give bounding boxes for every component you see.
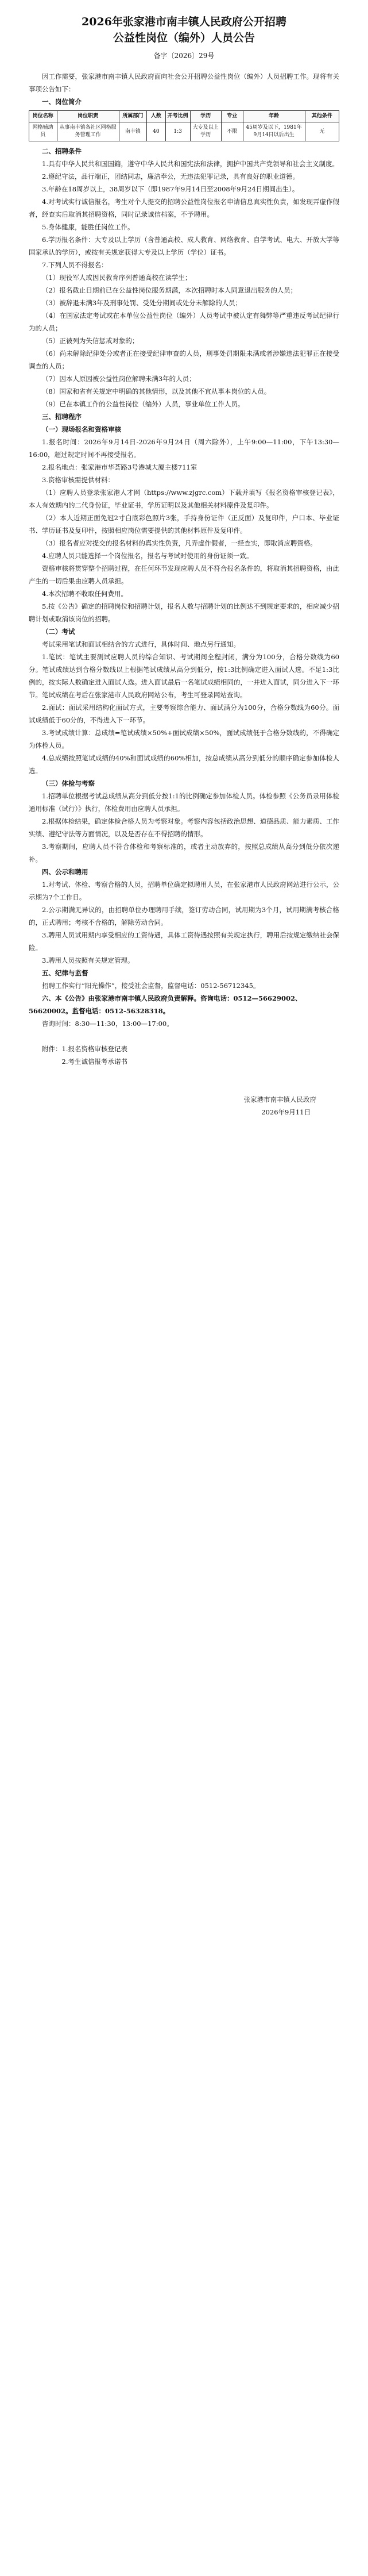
- registration-requirement-2: （2）本人近期正面免冠2寸白底彩色照片3张，手持身份证件（正反面）及复印件，户口本、毕业证书、学历证书及复印件，按照相应岗位需要提供的其他材料原件及复印件。: [29, 514, 339, 535]
- title-line-1: 2026年张家港市南丰镇人民政府公开招聘: [82, 16, 286, 28]
- medical-item-2: 2.根据体检结果，确定体检合格人员为考察对象。考察内容包括政治思想、道德品质、能力素质、工作实绩、遵纪守法等方面情况，以及是否存在不得招聘的情形。: [29, 817, 339, 838]
- section-5-title: 五、纪律与监督: [42, 969, 88, 977]
- registration-place: 2.报名地点：张家港市华荟路3号港城大厦主楼711室: [42, 463, 197, 471]
- exclusion-3: （3）被辞退未满3年及刑事处罚、受处分期间或处分未解除的人员；: [42, 299, 242, 307]
- intro-paragraph: 因工作需要，张家港市南丰镇人民政府面向社会公开招聘公益性岗位（编外）人员招聘工作。现将有关事项公告如下：: [29, 72, 339, 93]
- document-title: [29, 14, 339, 46]
- condition-2: 2.遵纪守法，品行端正，团结同志，廉洁奉公，无违法犯罪记录，具有良好的职业道德。: [42, 172, 299, 180]
- publicity-item-4: 3.聘用人员按照有关规定管理。: [42, 956, 134, 964]
- exclusion-6: （6）尚未解除纪律处分或者正在接受纪律审查的人员，刑事处罚期限未满或者涉嫌违法犯罪正在接受调查的人员；: [29, 349, 339, 370]
- table-cell: 无: [305, 122, 339, 141]
- exam-item-3: 3.考试成绩计算：总成绩=笔试成绩×50%+面试成绩×50%，面试成绩低于合格分数线的，不得确定为体检人员。: [29, 729, 339, 749]
- table-cell: 网格辅助员: [29, 122, 57, 141]
- table-cell: 南丰镇: [119, 122, 147, 141]
- exam-item-1: 1.笔试：笔试主要测试应聘人员的综合知识、考试期间全程封闭，满分为100分，合格分数线为60分。笔试成绩达到合格分数线以上根据笔试成绩从高分到低分，按1:3比例确定进入面试人选。不足1:3比例的，按实际人数确定进入面试人选。进入面试最后一名笔试成绩相同的，一并进入面试，同分进入下一环节。笔试成绩在考后在张家港市人民政府网站公布，考生可登录网站查询。: [29, 653, 339, 699]
- section-3-3-title: （三）体检与考察: [42, 779, 95, 787]
- attachment-2: 2.考生诚信报考承诺书: [61, 1058, 127, 1066]
- table-header-row: [29, 111, 339, 122]
- table-header: 人数: [147, 111, 165, 122]
- title-line-2: 公益性岗位（编外）人员公告: [113, 32, 255, 44]
- section-3-title: 三、招聘程序: [42, 413, 82, 421]
- document-number: 备字〔2026〕29号: [153, 52, 215, 60]
- attachment-1: 附件：1.报名资格审核登记表: [42, 1045, 127, 1053]
- section-1-title: 一、岗位简介: [42, 98, 82, 106]
- medical-item-3: 3.考察期间，应聘人员不符合体检和考察标准的，或者主动放弃的，按照总成绩从高分到低分依次递补。: [29, 843, 339, 863]
- announcement-document: [0, 0, 368, 1141]
- registration-requirements: 3.资格审核需提供材料：: [42, 476, 114, 484]
- exclusion-4: （4）在国家法定考试或在本单位公益性岗位（编外）人员考试中被认定有舞弊等严重违反考试纪律行为的人员；: [29, 312, 339, 332]
- exclusion-5: （5）正被列为失信惩戒对象的；: [42, 337, 139, 345]
- consult-time: 咨询时间：8:30—11:30，13:00—17:00。: [42, 1020, 173, 1028]
- registration-time: 1.报名时间：2026年9月14日-2026年9月24日（周六除外），上午9:00—11:00，下午13:30—16:00，超过规定时间不再接受报名。: [29, 438, 339, 459]
- table-cell: 1:3: [165, 122, 190, 141]
- signature-date: 2026年9月11日: [261, 1108, 311, 1116]
- signature-organization: 张家港市南丰镇人民政府: [243, 1095, 316, 1104]
- condition-1: 1.具有中华人民共和国国籍，遵守中华人民共和国宪法和法律，拥护中国共产党领导和社会主义制度。: [42, 160, 339, 168]
- condition-4: 4.对考试实行诚信报名，考生对个人提交的招聘公益性岗位报名申请信息真实性负责，如发现弄虚作假者，经查实后取消其招聘资格，同时记录诚信档案，不予聘用。: [29, 198, 339, 218]
- table-cell: 45周岁及以下，1981年9月14日以后出生: [243, 122, 305, 141]
- registration-requirement-4: 4.应聘人员只能选择一个岗位报名，报名与考试时使用的身份证须一致。: [42, 552, 253, 560]
- publicity-item-3: 3.聘用人员试用期内享受相应的工资待遇，具体工资待遇按照有关规定执行，聘用后按规定缴纳社会保险。: [29, 931, 339, 952]
- table-header: 年龄: [243, 111, 305, 122]
- condition-7: 7.下列人员不得报名：: [42, 261, 108, 269]
- section-6-consult: 六、本《公告》由张家港市南丰镇人民政府负责解释。咨询电话：0512—56629002、56620002。监督电话：0512-56328318。: [29, 994, 302, 1015]
- registration-notice: 资格审核将贯穿整个招聘过程，在任何环节发现应聘人员不符合报名条件的，将取消其招聘资格，由此产生的一切后果由应聘人员承担。: [29, 564, 339, 585]
- exam-intro: 考试采用笔试和面试相结合的方式进行，具体时间、地点另行通知。: [42, 640, 240, 648]
- table-cell: 不限: [221, 122, 243, 141]
- table-row: [29, 122, 339, 141]
- section-3-2-title: （二）考试: [42, 628, 75, 636]
- condition-6: 6.学历报名条件：大专及以上学历（含普通高校、成人教育、网络教育、自学考试、电大、开放大学等国家承认的学历），或按有关规定获得大专及以上学历（学位）证书。: [29, 236, 339, 256]
- discipline-text: 招聘工作实行“阳光操作”，接受社会监督，监督电话：0512-56712345。: [42, 982, 260, 990]
- table-cell: 从事南丰镇各社区网格服务管理工作: [57, 122, 119, 141]
- exam-item-2: 2.面试：面试采用结构化面试方式，主要考察综合能力、面试满分为100分，合格分数线为60分。面试成绩低于60分的，不得进入下一环节。: [29, 703, 339, 724]
- section-4-title: 四、公示和聘用: [42, 868, 88, 876]
- table-header: 学历: [190, 111, 221, 122]
- publicity-item-1: 1.对考试、体检、考察合格的人员，招聘单位确定拟聘用人员，在张家港市人民政府网站进行公示，公示期为7个工作日。: [29, 881, 339, 901]
- registration-requirement-3: （3）报名者应对提交的报名材料的真实性负责，凡弄虚作假者，一经查实，即取消应聘资格。: [42, 539, 317, 547]
- table-header: 专业: [221, 111, 243, 122]
- exclusion-1: （1）现役军人或因民教育序列普通高校在读学生；: [42, 274, 192, 282]
- medical-item-1: 1.招聘单位根据考试总成绩从高分到低分按1:1的比例确定参加体检人员。体检参照《公务员录用体检通用标准（试行）》执行，体检费用由应聘人员承担。: [29, 792, 339, 813]
- exclusion-2: （2）报名截止日期前已在公益性岗位服务期满，本次招聘时本人同意退出服务的人员；: [42, 286, 297, 294]
- section-3-1-title: （一）现场报名和资格审核: [42, 425, 121, 433]
- registration-rule-1: 4.本次招聘不收取任何费用。: [42, 590, 127, 598]
- table-header: 岗位名称: [29, 111, 57, 122]
- exclusion-8: （8）国家和省有关规定中明确的其他情形，以及其他不宜从事本岗位的人员。: [42, 387, 271, 395]
- exam-item-4: 4.总成绩按照笔试成绩的40%和面试成绩的60%相加，按总成绩从高分到低分的顺序确定参加体检人选。: [29, 754, 339, 775]
- table-header: 所属部门: [119, 111, 147, 122]
- registration-requirement-1: （1）应聘人员登录张家港人才网（https://www.zjgrc.com）下载并填写《报名资格审核登记表》，本人有效期内的二代身份证，毕业证书，学历证明以及其他相关材料原件及复印件。: [29, 489, 339, 509]
- table-header: 岗位职责: [57, 111, 119, 122]
- registration-rule-2: 5.按《公告》确定的招聘岗位和招聘计划，报名人数与招聘计划的比例达不到规定要求的，相应减少招聘计划或取消该岗位的招聘。: [29, 602, 339, 623]
- publicity-item-2: 2.公示期满无异议的，由招聘单位办理聘用手续，签订劳动合同，试用期为3个月，试用期满考核合格的，正式聘用；考核不合格的，解除劳动合同。: [29, 906, 339, 926]
- table-cell: 40: [147, 122, 165, 141]
- condition-3: 3.年龄在18周岁以上，38周岁以下（即1987年9月14日至2008年9月24日期间出生）。: [42, 185, 299, 193]
- table-header: 其他条件: [305, 111, 339, 122]
- table-cell: 大专及以上学历: [190, 122, 221, 141]
- table-header: 开考比例: [165, 111, 190, 122]
- section-2-title: 二、招聘条件: [42, 147, 82, 155]
- exclusion-9: （9）已在本镇工作的公益性岗位（编外）人员，事业单位工作人员。: [42, 400, 245, 408]
- condition-5: 5.身体健康，能胜任岗位工作。: [42, 223, 134, 231]
- position-table: [29, 110, 339, 141]
- exclusion-7: （7）因本人原因被公益性岗位解聘未满3年的人员；: [42, 375, 196, 383]
